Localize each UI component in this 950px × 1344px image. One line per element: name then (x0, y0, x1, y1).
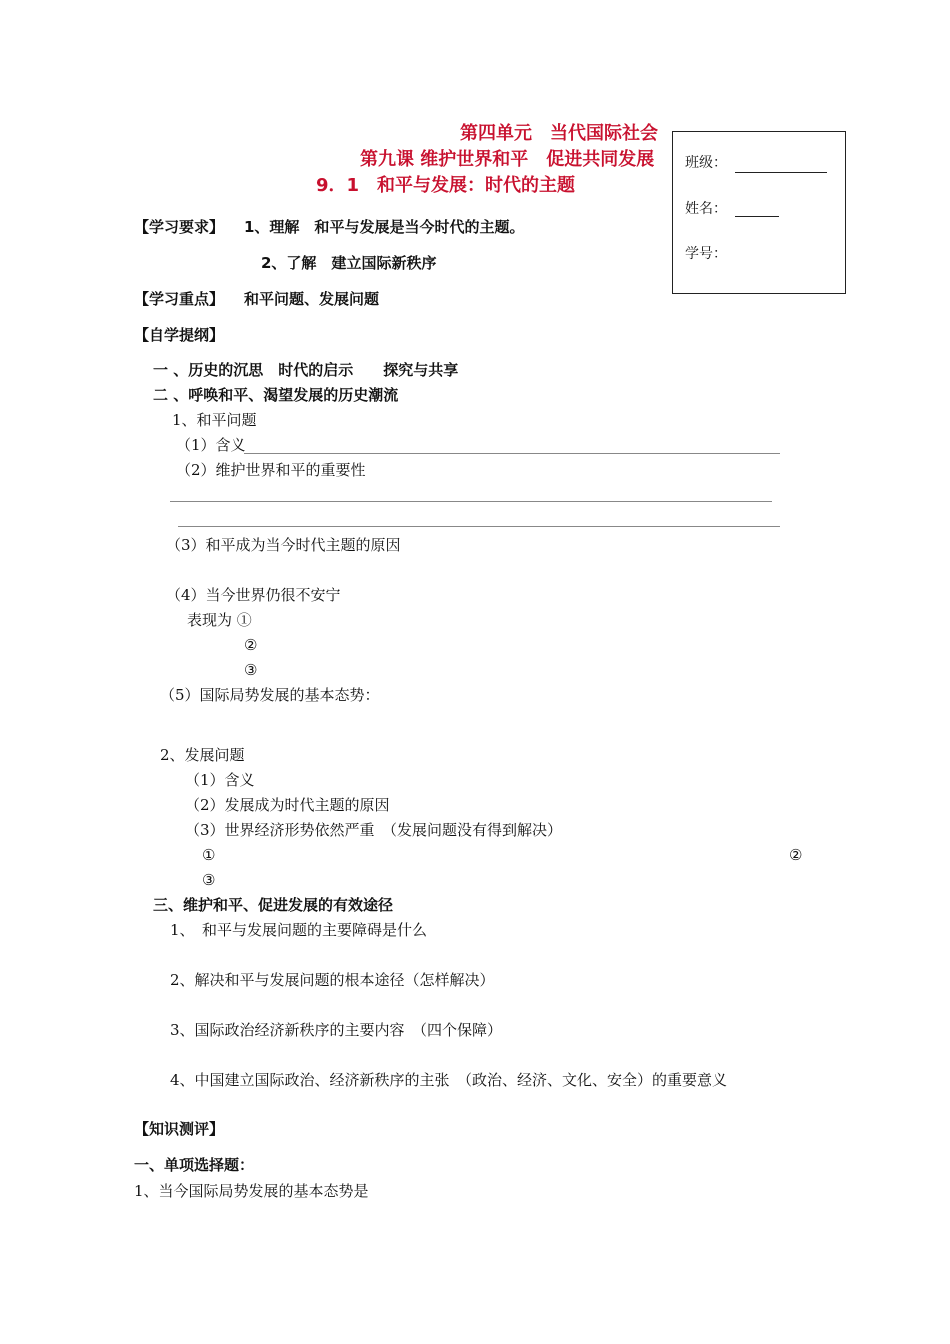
dev-q2: （2）发展成为时代主题的原因 (185, 796, 390, 814)
peace-q4-marker-3: ③ (244, 661, 258, 679)
student-info-box (672, 131, 846, 294)
lesson-title: 第九课 维护世界和平 促进共同发展 (360, 149, 655, 170)
outline-section-1: 一 、历史的沉思 时代的启示 探究与共享 (153, 361, 459, 379)
peace-q3: （3）和平成为当今时代主题的原因 (166, 536, 401, 554)
test-question-1: 1、当今国际局势发展的基本态势是 (134, 1182, 369, 1200)
peace-q4: （4）当今世界仍很不安宁 (166, 586, 341, 604)
focus-text: 和平问题、发展问题 (244, 290, 380, 308)
section3-item-1: 1、 和平与发展问题的主要障碍是什么 (170, 921, 428, 939)
class-field[interactable] (735, 172, 827, 173)
outline-section-3: 三、维护和平、促进发展的有效途径 (153, 896, 394, 914)
requirements-label: 【学习要求】 (134, 218, 225, 236)
section3-item-4: 4、中国建立国际政治、经济新秩序的主张 （政治、经济、文化、安全）的重要意义 (170, 1071, 728, 1089)
answer-line[interactable] (170, 501, 772, 502)
dev-marker-1: ① (202, 846, 216, 864)
section-title: 9．1 和平与发展：时代的主题 (316, 175, 576, 196)
answer-line[interactable] (244, 453, 780, 454)
dev-q1: （1）含义 (185, 771, 255, 789)
dev-heading: 2、发展问题 (160, 746, 245, 764)
outline-section-2: 二 、呼唤和平、渴望发展的历史潮流 (153, 386, 399, 404)
test-label: 【知识测评】 (134, 1120, 225, 1138)
outline-label: 【自学提纲】 (134, 326, 225, 344)
name-label: 姓名： (685, 201, 727, 217)
class-label: 班级： (685, 155, 727, 171)
peace-q2: （2）维护世界和平的重要性 (176, 461, 366, 479)
peace-heading: 1、和平问题 (172, 411, 257, 429)
name-field[interactable] (735, 216, 779, 217)
focus-label: 【学习重点】 (134, 290, 225, 308)
answer-line[interactable] (178, 526, 780, 527)
dev-marker-2: ② (789, 846, 803, 864)
peace-q5: （5）国际局势发展的基本态势： (160, 686, 380, 704)
requirement-1: 1、理解 和平与发展是当今时代的主题。 (244, 218, 525, 236)
id-label: 学号： (685, 246, 727, 262)
test-section: 一、单项选择题： (134, 1156, 255, 1174)
peace-q1: （1）含义 (176, 436, 246, 454)
peace-q4-show: 表现为 ① (187, 611, 252, 629)
section3-item-2: 2、解决和平与发展问题的根本途径（怎样解决） (170, 971, 495, 989)
peace-q4-marker-2: ② (244, 636, 258, 654)
unit-title: 第四单元 当代国际社会 (460, 123, 658, 144)
section3-item-3: 3、国际政治经济新秩序的主要内容 （四个保障） (170, 1021, 503, 1039)
requirement-2: 2、了解 建立国际新秩序 (261, 254, 437, 272)
dev-q3: （3）世界经济形势依然严重 （发展问题没有得到解决） (185, 821, 563, 839)
dev-marker-3: ③ (202, 871, 216, 889)
